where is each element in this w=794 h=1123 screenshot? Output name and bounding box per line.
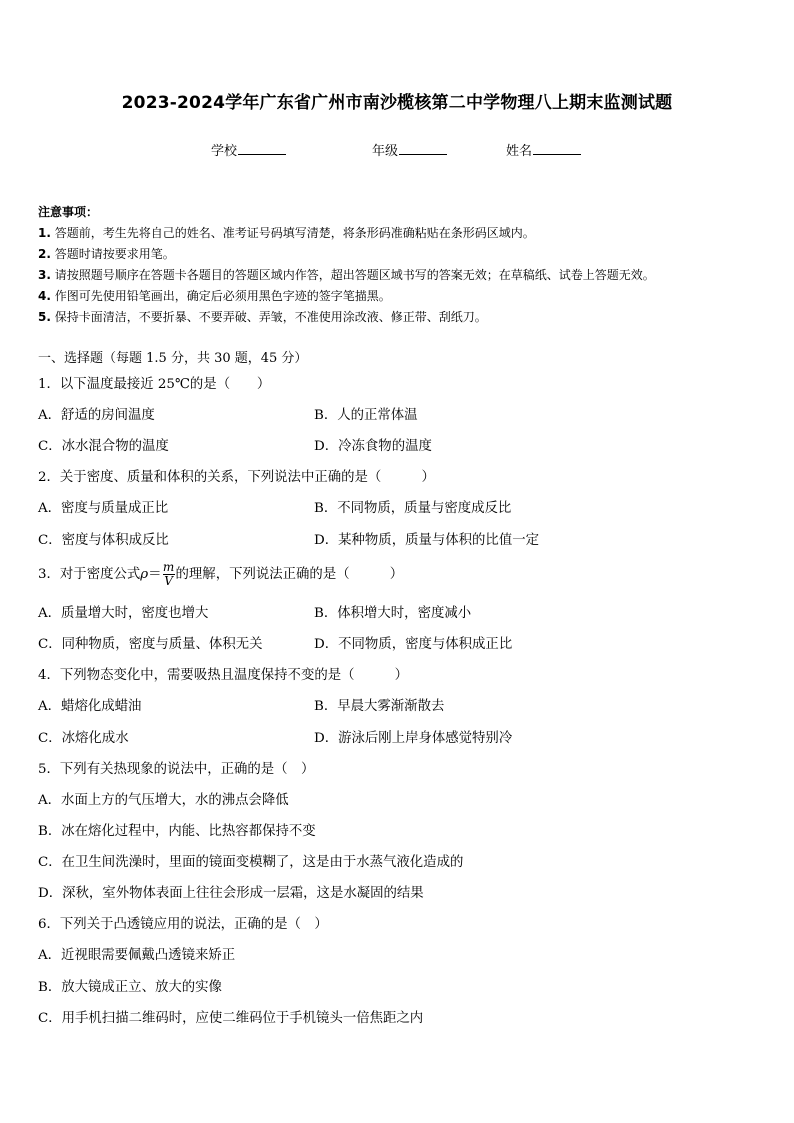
option-b: B．体积增大时，密度减小 [314, 606, 472, 621]
school-blank [238, 141, 286, 155]
option-d: D．游泳后刚上岸身体感觉特别冷 [314, 731, 513, 746]
question-stem-formula: 3．对于密度公式ρ＝ $\frac{m}{V}$ 的理解，下列说法正确的是（ ） [38, 560, 404, 588]
grade-field [372, 140, 447, 159]
density-fraction [163, 561, 175, 588]
question-stem: 6．下列关于凸透镜应用的说法，正确的是（ ） [38, 917, 328, 932]
note-item: 5. 保持卡面清洁，不要折暴、不要弄破、弄皱，不准使用涂改液、修正带、刮纸刀。 [38, 310, 487, 324]
question-stem: 4．下列物态变化中，需要吸热且温度保持不变的是（ ） [38, 668, 409, 683]
fraction-numerator: m [162, 560, 175, 574]
option-b: B．冰在熔化过程中，内能、比热容都保持不变 [38, 824, 316, 839]
note-item: 1. 答题前，考生先将自己的姓名、准考证号码填写清楚，将条形码准确粘贴在条形码区域内。 [38, 226, 535, 240]
note-item: 2. 答题时请按要求用笔。 [38, 247, 175, 261]
school-label: 学校 [211, 144, 238, 159]
school-field [211, 140, 286, 159]
rho-symbol: ρ [140, 567, 149, 582]
option-c: C．在卫生间洗澡时，里面的镜面变模糊了，这是由于水蒸气液化造成的 [38, 855, 464, 870]
option-b: B．放大镜成正立、放大的实像 [38, 980, 222, 995]
option-c: C．同种物质，密度与质量、体积无关 [38, 637, 263, 652]
equals-sign: ＝ [148, 567, 162, 582]
option-d: D．冷冻食物的温度 [314, 439, 432, 454]
name-blank [533, 141, 581, 155]
option-a: A．近视眼需要佩戴凸透镜来矫正 [38, 948, 236, 963]
option-a: A．质量增大时，密度也增大 [38, 606, 209, 621]
notes-heading: 注意事项： [38, 205, 99, 219]
fraction-denominator: V [164, 574, 173, 588]
option-a: A．舒适的房间温度 [38, 408, 155, 423]
option-d: D．深秋，室外物体表面上往往会形成一层霜，这是水凝固的结果 [38, 886, 424, 901]
name-label: 姓名 [506, 144, 533, 159]
option-b: B．人的正常体温 [314, 408, 418, 423]
section-heading: 一、选择题（每题 1.5 分，共 30 题，45 分） [38, 351, 308, 366]
option-c: C．冰水混合物的温度 [38, 439, 169, 454]
option-b: B．早晨大雾渐渐散去 [314, 699, 445, 714]
question-stem: 1．以下温度最接近 25℃的是（ ） [38, 377, 271, 392]
grade-label: 年级 [372, 144, 399, 159]
option-a: A．蜡熔化成蜡油 [38, 699, 142, 714]
option-c: C．冰熔化成水 [38, 731, 129, 746]
option-a: A．水面上方的气压增大，水的沸点会降低 [38, 793, 289, 808]
option-c: C．用手机扫描二维码时，应使二维码位于手机镜头一倍焦距之内 [38, 1011, 424, 1026]
question-stem: 2．关于密度、质量和体积的关系，下列说法中正确的是（ ） [38, 470, 435, 485]
note-item: 3. 请按照题号顺序在答题卡各题目的答题区域内作答，超出答题区域书写的答案无效；在草稿纸、试卷上答题无效。 [38, 268, 655, 282]
option-a: A．密度与质量成正比 [38, 501, 169, 516]
option-d: D．某种物质，质量与体积的比值一定 [314, 533, 539, 548]
option-d: D．不同物质，密度与体积成正比 [314, 637, 513, 652]
option-b: B．不同物质，质量与密度成反比 [314, 501, 512, 516]
grade-blank [399, 141, 447, 155]
student-info-row [0, 140, 794, 160]
page-title: 2023-2024学年广东省广州市南沙榄核第二中学物理八上期末监测试题 [121, 93, 673, 113]
name-field [506, 140, 581, 159]
option-c: C．密度与体积成反比 [38, 533, 169, 548]
question-stem: 5．下列有关热现象的说法中，正确的是（ ） [38, 762, 315, 777]
notes-block [38, 202, 768, 328]
note-item: 4. 作图可先使用铅笔画出，确定后必须用黑色字迹的签字笔描黑。 [38, 289, 391, 303]
